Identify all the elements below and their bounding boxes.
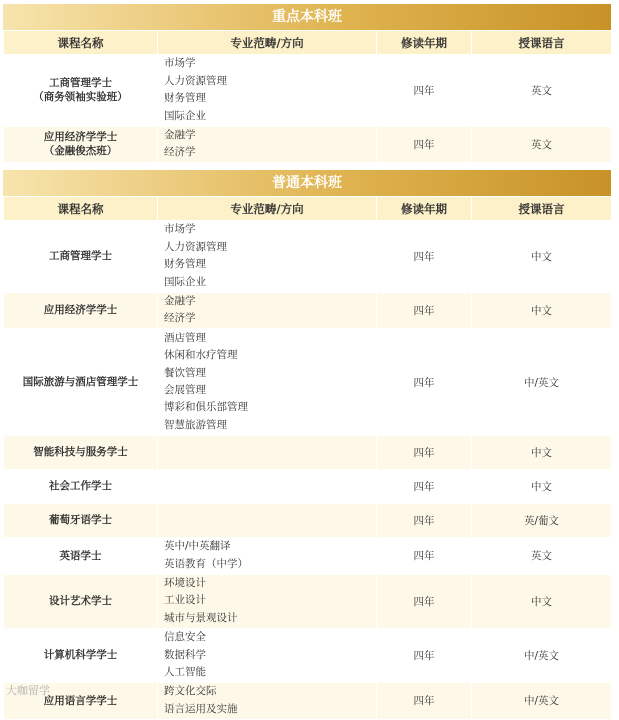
teaching-language: 中文 [472, 221, 612, 293]
study-years: 四年 [377, 221, 472, 293]
course-name-cell [4, 503, 158, 537]
major-field: 金融学 [164, 129, 196, 142]
study-years: 四年 [377, 435, 472, 469]
major-field: 经济学 [164, 146, 196, 159]
course-name-cell [4, 55, 158, 127]
major-field: 智慧旅游管理 [164, 418, 227, 431]
major-field: 餐饮管理 [164, 366, 206, 379]
study-years: 四年 [377, 329, 472, 435]
course-subtitle: （商务领袖实验班） [33, 91, 128, 104]
teaching-language: 中文 [472, 435, 612, 469]
major-field: 休闲和水疗管理 [164, 349, 238, 362]
teaching-language: 中文 [472, 292, 612, 329]
study-years: 四年 [377, 292, 472, 329]
major-fields-cell [158, 628, 377, 682]
header-study-years: 修读年期 [377, 31, 472, 55]
course-name-cell [4, 469, 158, 503]
course-name-cell [4, 628, 158, 682]
teaching-language: 中文 [472, 469, 612, 503]
course-name: 智能科技与服务学士 [33, 446, 128, 459]
teaching-language: 中/英文 [472, 682, 612, 719]
course-name-cell [4, 292, 158, 329]
major-field: 跨文化交际 [164, 685, 217, 698]
major-fields-cell [158, 329, 377, 435]
course-name: 社会工作学士 [49, 480, 112, 493]
table-row [4, 628, 612, 682]
major-fields-cell [158, 126, 377, 163]
teaching-language: 英文 [472, 126, 612, 163]
table-row [4, 435, 612, 469]
header-course-name: 课程名称 [4, 197, 158, 221]
major-fields-cell [158, 435, 377, 469]
major-field: 英中/中英翻译 [164, 540, 231, 553]
major-field: 语言运用及实施 [164, 702, 238, 715]
major-field: 信息安全 [164, 631, 206, 644]
major-field: 人工智能 [164, 666, 206, 679]
major-field: 市场学 [164, 57, 196, 70]
study-years: 四年 [377, 682, 472, 719]
study-years: 四年 [377, 537, 472, 574]
major-field: 金融学 [164, 295, 196, 308]
major-field: 国际企业 [164, 109, 206, 122]
major-fields-cell [158, 469, 377, 503]
course-name: 应用语言学学士 [43, 694, 118, 707]
section-title: 重点本科班 [3, 4, 611, 30]
course-name: 英语学士 [59, 549, 102, 562]
program-table [3, 30, 612, 163]
course-name: 国际旅游与酒店管理学士 [22, 376, 139, 389]
teaching-language: 中文 [472, 574, 612, 628]
table-row [4, 682, 612, 719]
major-fields-cell [158, 682, 377, 719]
major-field: 财务管理 [164, 258, 206, 271]
course-name-cell [4, 126, 158, 163]
table-row [4, 503, 612, 537]
course-name: 工商管理学士 [49, 250, 112, 263]
course-name: 计算机科学学士 [43, 649, 118, 662]
teaching-language: 英/葡文 [472, 503, 612, 537]
key-undergraduate-section [3, 4, 611, 163]
table-row [4, 469, 612, 503]
section-title: 普通本科班 [3, 170, 611, 196]
header-major-field: 专业范畴/方向 [158, 31, 377, 55]
header-study-years: 修读年期 [377, 197, 472, 221]
header-course-name: 课程名称 [4, 31, 158, 55]
study-years: 四年 [377, 574, 472, 628]
course-name-cell [4, 329, 158, 435]
major-fields-cell [158, 574, 377, 628]
study-years: 四年 [377, 469, 472, 503]
major-field: 市场学 [164, 223, 196, 236]
major-field: 酒店管理 [164, 331, 206, 344]
major-fields-cell [158, 503, 377, 537]
table-row [4, 55, 612, 127]
watermark: 大咖留学 [6, 684, 50, 697]
course-name: 工商管理学士 [49, 77, 112, 90]
course-name: 葡萄牙语学士 [49, 514, 112, 527]
course-name: 应用经济学学士 [43, 304, 118, 317]
study-years: 四年 [377, 628, 472, 682]
course-name: 应用经济学学士 [43, 131, 118, 144]
teaching-language: 中/英文 [472, 628, 612, 682]
major-field: 财务管理 [164, 92, 206, 105]
major-fields-cell [158, 221, 377, 293]
major-field: 工业设计 [164, 594, 206, 607]
course-subtitle: （金融俊杰班） [43, 145, 118, 158]
table-row [4, 537, 612, 574]
teaching-language: 英文 [472, 537, 612, 574]
major-field: 国际企业 [164, 275, 206, 288]
regular-undergraduate-section [3, 170, 611, 720]
major-fields-cell [158, 292, 377, 329]
major-field: 环境设计 [164, 577, 206, 590]
table-row [4, 574, 612, 628]
course-name-cell [4, 435, 158, 469]
course-name: 设计艺术学士 [49, 595, 112, 608]
major-fields-cell [158, 55, 377, 127]
course-name-cell [4, 537, 158, 574]
table-row [4, 292, 612, 329]
study-years: 四年 [377, 126, 472, 163]
teaching-language: 中/英文 [472, 329, 612, 435]
major-field: 数据科学 [164, 648, 206, 661]
header-major-field: 专业范畴/方向 [158, 197, 377, 221]
table-row [4, 126, 612, 163]
header-teaching-language: 授课语言 [472, 31, 612, 55]
major-field: 人力资源管理 [164, 240, 227, 253]
major-field: 会展管理 [164, 384, 206, 397]
major-field: 英语教育（中学） [164, 557, 248, 570]
table-row [4, 221, 612, 293]
course-name-cell [4, 574, 158, 628]
study-years: 四年 [377, 503, 472, 537]
major-field: 经济学 [164, 312, 196, 325]
major-field: 博彩和俱乐部管理 [164, 401, 248, 414]
study-years: 四年 [377, 55, 472, 127]
major-field: 人力资源管理 [164, 74, 227, 87]
header-teaching-language: 授课语言 [472, 197, 612, 221]
major-fields-cell [158, 537, 377, 574]
program-table [3, 196, 612, 720]
table-row [4, 329, 612, 435]
major-field: 城市与景观设计 [164, 611, 238, 624]
teaching-language: 英文 [472, 55, 612, 127]
course-name-cell [4, 221, 158, 293]
